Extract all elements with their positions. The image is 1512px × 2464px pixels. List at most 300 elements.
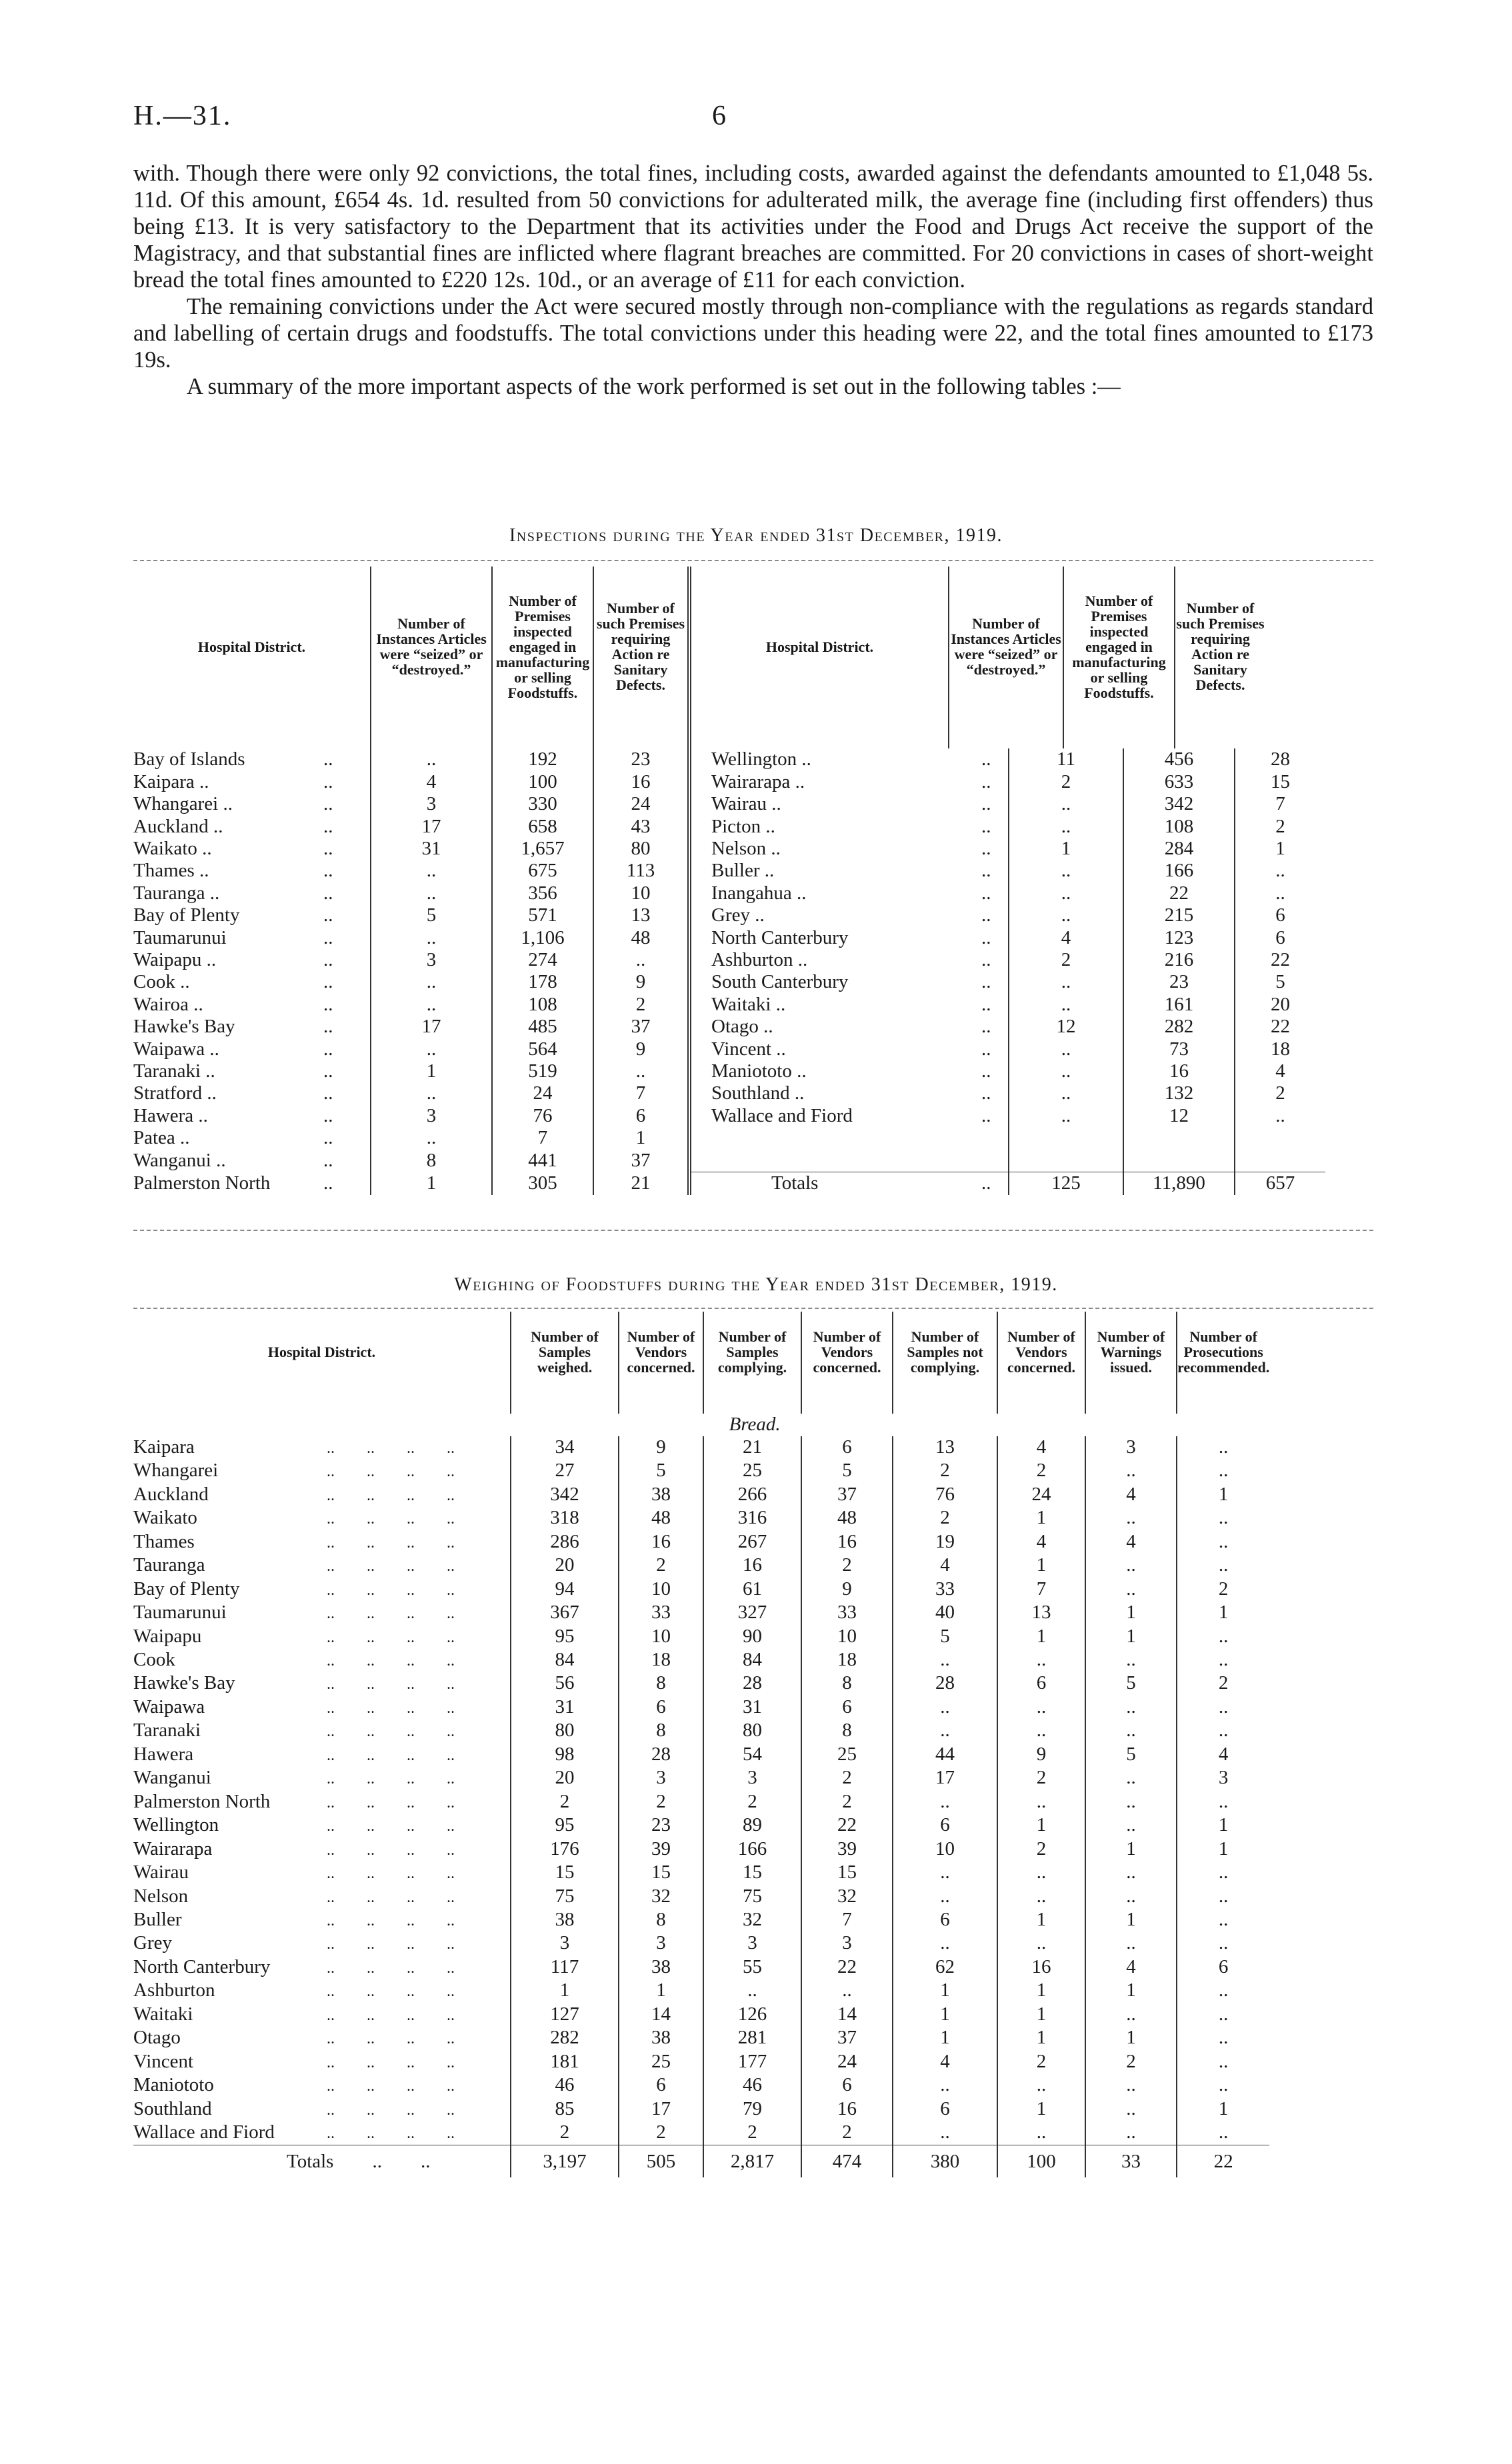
seized-value: 2: [1009, 771, 1123, 793]
district-label: Wairarapa: [133, 1838, 213, 1859]
leader-dots: .. .. .. ..: [327, 1935, 455, 1953]
seized-value: ..: [1009, 1038, 1123, 1060]
empty-cell: [1123, 1127, 1235, 1149]
seized-value: 1: [1009, 838, 1123, 860]
district-name: Whangarei ..: [133, 793, 233, 815]
value-cell: 94: [511, 1578, 619, 1602]
value-cell: 22: [801, 1956, 893, 1979]
action-value: 22: [1235, 1016, 1325, 1038]
value-cell: 3: [1177, 1767, 1269, 1790]
premises-value: 342: [1123, 793, 1235, 815]
col-c6: Number of Vendors concerned.: [997, 1312, 1085, 1392]
value-cell: 95: [511, 1814, 619, 1838]
table-row: [133, 1979, 1269, 2003]
district-name: Auckland ..: [133, 815, 223, 837]
value-cell: 27: [511, 1460, 619, 1483]
district-label: Ashburton: [133, 1979, 215, 2001]
value-cell: 327: [703, 1602, 801, 1625]
value-cell: 62: [893, 1956, 997, 1979]
table-row: [133, 793, 1325, 815]
district-name: Kaipara ..: [133, 770, 209, 792]
seized-value: 31: [371, 838, 492, 860]
value-cell: 85: [511, 2098, 619, 2121]
leader-dots: ..: [981, 793, 991, 815]
value-cell: 48: [619, 1507, 703, 1530]
value-cell: 28: [893, 1672, 997, 1696]
district-name: Wallace and Fiord: [689, 1105, 981, 1127]
district-name: [133, 1791, 511, 1814]
table-row: [133, 1720, 1269, 1743]
value-cell: 25: [703, 1460, 801, 1483]
district-name: [133, 1507, 511, 1530]
value-cell: 2: [511, 1791, 619, 1814]
value-cell: 1: [997, 2003, 1085, 2027]
value-cell: 39: [619, 1838, 703, 1861]
leader-dots: ..: [323, 793, 333, 815]
leader-dots: .. .. .. ..: [327, 1746, 455, 1764]
value-cell: 181: [511, 2051, 619, 2074]
page-number: 6: [712, 101, 726, 131]
value-cell: 3: [801, 1932, 893, 1955]
value-cell: ..: [1177, 1626, 1269, 1649]
leader-dots: ..: [981, 1038, 991, 1060]
action-value: ..: [1235, 1105, 1325, 1127]
value-cell: ..: [1177, 2027, 1269, 2050]
table-row: [133, 1150, 1325, 1172]
leader-dots: .. .. .. ..: [327, 1463, 455, 1481]
action-value: 2: [1235, 1082, 1325, 1104]
value-cell: 37: [801, 2027, 893, 2050]
value-cell: ..: [997, 2074, 1085, 2097]
value-cell: 9: [619, 1436, 703, 1460]
value-cell: ..: [997, 1696, 1085, 1720]
value-cell: 38: [619, 1484, 703, 1507]
total-cell: 33: [1085, 2145, 1177, 2178]
district-name: Waipawa ..: [133, 1038, 219, 1060]
table-row: [133, 1838, 1269, 1861]
action-value: 23: [593, 748, 689, 770]
premises-value: 178: [492, 971, 593, 993]
value-cell: 32: [619, 1885, 703, 1909]
premises-value: 1,106: [492, 927, 593, 949]
value-cell: 6: [893, 1814, 997, 1838]
table-row: [133, 2003, 1269, 2027]
district-name: [133, 1554, 511, 1578]
premises-value: 633: [1123, 771, 1235, 793]
value-cell: 14: [801, 2003, 893, 2027]
district-name: [133, 1531, 511, 1554]
leader-dots: ..: [323, 949, 333, 971]
table-row: [133, 2074, 1269, 2097]
value-cell: 8: [619, 1720, 703, 1743]
leader-dots: .. .. .. ..: [327, 1558, 455, 1576]
spacer: [619, 1392, 703, 1414]
value-cell: 25: [801, 1744, 893, 1767]
district-name: Otago ..: [689, 1016, 981, 1038]
district-label: Tauranga: [133, 1554, 205, 1576]
leader-dots: .. .. .. ..: [327, 1841, 455, 1859]
value-cell: ..: [1085, 2003, 1177, 2027]
seized-value: 17: [371, 816, 492, 838]
seized-value: 3: [371, 949, 492, 971]
seized-value: 3: [371, 793, 492, 815]
value-cell: 1: [997, 1979, 1085, 2003]
value-cell: 56: [511, 1672, 619, 1696]
district-name: North Canterbury: [689, 927, 981, 949]
leader-dots: ..: [323, 971, 333, 993]
value-cell: 166: [703, 1838, 801, 1861]
inspections-table: [133, 567, 1325, 1195]
action-value: 2: [1235, 816, 1325, 838]
district-name: South Canterbury: [689, 971, 981, 993]
action-value: 2: [593, 994, 689, 1016]
value-cell: ..: [1085, 1578, 1177, 1602]
table-row: [133, 2098, 1269, 2121]
district-name: [133, 2027, 511, 2050]
value-cell: 1: [1177, 1602, 1269, 1625]
leader-dots: ..: [323, 770, 333, 792]
district-name: Southland ..: [689, 1082, 981, 1104]
total-cell: 474: [801, 2145, 893, 2178]
leader-dots: ..: [323, 904, 333, 926]
leader-dots: ..: [323, 882, 333, 904]
district-name: [133, 2074, 511, 2097]
value-cell: 1: [997, 1554, 1085, 1578]
table-row: [133, 1672, 1269, 1696]
empty-cell: [1009, 1127, 1123, 1149]
value-cell: 28: [703, 1672, 801, 1696]
value-cell: ..: [893, 1791, 997, 1814]
value-cell: ..: [1085, 1460, 1177, 1483]
value-cell: 38: [511, 1909, 619, 1932]
leader-dots: .. .. .. ..: [327, 2030, 455, 2048]
value-cell: 6: [997, 1672, 1085, 1696]
value-cell: 6: [801, 1696, 893, 1720]
value-cell: 79: [703, 2098, 801, 2121]
value-cell: 8: [801, 1672, 893, 1696]
premises-value: 161: [1123, 994, 1235, 1016]
premises-value: 658: [492, 816, 593, 838]
value-cell: ..: [997, 1791, 1085, 1814]
district-name: Waipapu ..: [133, 949, 217, 971]
value-cell: 267: [703, 1531, 801, 1554]
action-value: 4: [1235, 1060, 1325, 1082]
seized-value: ..: [1009, 904, 1123, 926]
value-cell: 2: [997, 1838, 1085, 1861]
seized-value: 1: [371, 1060, 492, 1082]
district-name: [133, 1861, 511, 1885]
value-cell: ..: [893, 1720, 997, 1743]
district-name: [133, 1956, 511, 1979]
action-value: 37: [593, 1150, 689, 1172]
action-value: 48: [593, 927, 689, 949]
leader-dots: ..: [981, 882, 991, 904]
district-name: Grey ..: [689, 904, 981, 926]
value-cell: 76: [893, 1484, 997, 1507]
value-cell: 1: [1177, 1838, 1269, 1861]
district-name: [133, 2051, 511, 2074]
leader-dots: .. .. .. ..: [327, 2006, 455, 2024]
table-row: [133, 904, 1325, 926]
leader-dots: .. .. .. ..: [327, 2101, 455, 2119]
value-cell: 1: [1177, 1814, 1269, 1838]
value-cell: 1: [619, 1979, 703, 2003]
district-label: Hawke's Bay: [133, 1672, 235, 1694]
seized-value: 17: [371, 1016, 492, 1038]
value-cell: 1: [511, 1979, 619, 2003]
action-value: 6: [1235, 904, 1325, 926]
premises-value: 76: [492, 1105, 593, 1127]
seized-value: ..: [371, 1038, 492, 1060]
value-cell: ..: [1177, 1861, 1269, 1885]
seized-value: ..: [1009, 1105, 1123, 1127]
premises-value: 16: [1123, 1060, 1235, 1082]
premises-value: 305: [492, 1172, 593, 1195]
table-row: [133, 1649, 1269, 1672]
value-cell: ..: [1177, 1932, 1269, 1955]
value-cell: ..: [1177, 2121, 1269, 2145]
value-cell: 8: [619, 1672, 703, 1696]
seized-value: 4: [1009, 927, 1123, 949]
district-name: Vincent ..: [689, 1038, 981, 1060]
value-cell: 4: [997, 1436, 1085, 1460]
district-name: Thames ..: [133, 860, 209, 882]
value-cell: ..: [1177, 2051, 1269, 2074]
value-cell: ..: [1085, 2098, 1177, 2121]
value-cell: 46: [511, 2074, 619, 2097]
value-cell: ..: [801, 1979, 893, 2003]
value-cell: 80: [511, 1720, 619, 1743]
premises-value: 519: [492, 1060, 593, 1082]
value-cell: 10: [619, 1578, 703, 1602]
district-name: Bay of Islands: [133, 748, 245, 770]
leader-dots: ..: [323, 860, 333, 882]
value-cell: ..: [1085, 1885, 1177, 1909]
value-cell: 1: [1085, 1626, 1177, 1649]
col-district-right: Hospital District.: [689, 567, 949, 726]
district-label: Nelson: [133, 1885, 189, 1907]
table-row: [133, 1507, 1269, 1530]
value-cell: 1: [997, 1814, 1085, 1838]
value-cell: 18: [801, 1649, 893, 1672]
value-cell: 1: [997, 2027, 1085, 2050]
district-label: Taranaki: [133, 1720, 201, 1742]
value-cell: 37: [801, 1484, 893, 1507]
value-cell: ..: [1177, 1909, 1269, 1932]
district-name: Inangahua ..: [689, 882, 981, 904]
action-value: 1: [1235, 838, 1325, 860]
value-cell: 6: [1177, 1956, 1269, 1979]
value-cell: ..: [997, 1649, 1085, 1672]
premises-value: 485: [492, 1016, 593, 1038]
value-cell: 286: [511, 1531, 619, 1554]
value-cell: 5: [619, 1460, 703, 1483]
value-cell: 2: [619, 1791, 703, 1814]
value-cell: 4: [893, 2051, 997, 2074]
spacer: [703, 1392, 801, 1414]
empty-cell: [689, 1127, 981, 1149]
premises-value: 108: [492, 994, 593, 1016]
action-value: 7: [1235, 793, 1325, 815]
leader-dots: .. .. .. ..: [327, 1723, 455, 1741]
value-cell: 5: [1085, 1672, 1177, 1696]
col-seized-right: Number of Instances Articles were “seized” or “destroyed.”: [949, 567, 1063, 726]
premises-value: 456: [1123, 748, 1235, 770]
table-row: [133, 1105, 1325, 1127]
seized-value: 2: [1009, 949, 1123, 971]
district-name: Hawke's Bay: [133, 1016, 235, 1038]
seized-value: 11: [1009, 748, 1123, 770]
value-cell: 1: [1085, 1979, 1177, 2003]
col-district: Hospital District.: [197, 638, 306, 655]
value-cell: 2: [801, 1791, 893, 1814]
value-cell: 2: [997, 2051, 1085, 2074]
table-row: [133, 1932, 1269, 1955]
value-cell: 318: [511, 1507, 619, 1530]
value-cell: 80: [703, 1720, 801, 1743]
table-row: [133, 1885, 1269, 1909]
action-value: 13: [593, 904, 689, 926]
leader-dots: ..: [323, 1038, 333, 1060]
district-name: Ashburton ..: [689, 949, 981, 971]
seized-value: 8: [371, 1150, 492, 1172]
premises-value: 23: [1123, 971, 1235, 993]
value-cell: 16: [997, 1956, 1085, 1979]
col-premises: Number of Premises inspected engaged in manufacturing or selling Foodstuffs.: [492, 567, 593, 726]
leader-dots: .. .. .. ..: [327, 1888, 455, 1906]
district-name: [133, 1672, 511, 1696]
value-cell: 2: [1177, 1672, 1269, 1696]
value-cell: 2: [619, 1554, 703, 1578]
value-cell: 1: [1085, 1602, 1177, 1625]
value-cell: 2: [703, 1791, 801, 1814]
totals-row: [133, 2145, 1269, 2178]
premises-value: 675: [492, 860, 593, 882]
value-cell: ..: [1085, 2074, 1177, 2097]
value-cell: 1: [893, 1979, 997, 2003]
value-cell: 15: [511, 1861, 619, 1885]
table-row: [133, 1172, 1325, 1195]
value-cell: 5: [1085, 1744, 1177, 1767]
table-row: [133, 994, 1325, 1016]
district-label: Grey: [133, 1932, 172, 1954]
district-name: [133, 1932, 511, 1955]
value-cell: ..: [893, 1885, 997, 1909]
leader-dots: .. .. .. ..: [327, 1818, 455, 1836]
premises-value: 7: [492, 1127, 593, 1149]
spacer: [893, 1392, 997, 1414]
district-name: Taranaki ..: [133, 1060, 215, 1082]
district-label: Maniototo: [133, 2074, 214, 2096]
table-row: [133, 971, 1325, 993]
seized-value: 12: [1009, 1016, 1123, 1038]
total-cell: 505: [619, 2145, 703, 2178]
value-cell: 1: [893, 2027, 997, 2050]
table-row: [133, 1626, 1269, 1649]
value-cell: 98: [511, 1744, 619, 1767]
value-cell: 176: [511, 1838, 619, 1861]
value-cell: 75: [703, 1885, 801, 1909]
value-cell: 44: [893, 1744, 997, 1767]
value-cell: 4: [1177, 1744, 1269, 1767]
table-row: [133, 1127, 1325, 1149]
district-name: Taumarunui: [133, 926, 227, 948]
premises-value: 73: [1123, 1038, 1235, 1060]
value-cell: 266: [703, 1484, 801, 1507]
empty-cell: [981, 1127, 1009, 1149]
action-value: 24: [593, 793, 689, 815]
district-name: [133, 1720, 511, 1743]
table-row: [133, 1082, 1325, 1104]
seized-value: 4: [371, 771, 492, 793]
value-cell: ..: [1177, 1696, 1269, 1720]
value-cell: 21: [703, 1436, 801, 1460]
table-bottom-rule: [133, 1230, 1373, 1231]
value-cell: 40: [893, 1602, 997, 1625]
premises-value: 12: [1123, 1105, 1235, 1127]
value-cell: ..: [997, 1861, 1085, 1885]
premises-value: 22: [1123, 882, 1235, 904]
table-row: [133, 860, 1325, 882]
district-name: Patea ..: [133, 1127, 190, 1149]
premises-value: 1,657: [492, 838, 593, 860]
table-row: [133, 2051, 1269, 2074]
value-cell: 61: [703, 1578, 801, 1602]
seized-value: ..: [371, 1082, 492, 1104]
district-label: Buller: [133, 1908, 182, 1930]
district-name: Wellington ..: [689, 748, 981, 770]
value-cell: 75: [511, 1885, 619, 1909]
value-cell: 2: [801, 2121, 893, 2145]
value-cell: ..: [1177, 1885, 1269, 1909]
spacer: [1085, 1392, 1177, 1414]
premises-value: 571: [492, 904, 593, 926]
value-cell: 1: [1177, 1484, 1269, 1507]
value-cell: 9: [801, 1578, 893, 1602]
value-cell: 3: [511, 1932, 619, 1955]
leader-dots: ..: [323, 1082, 333, 1104]
district-name: [133, 1578, 511, 1602]
district-name: Wairau ..: [689, 793, 981, 815]
action-value: 37: [593, 1016, 689, 1038]
leader-dots: ..: [981, 815, 991, 837]
value-cell: 3: [1085, 1436, 1177, 1460]
table-row: [133, 2121, 1269, 2145]
value-cell: 281: [703, 2027, 801, 2050]
value-cell: ..: [1177, 1720, 1269, 1743]
action-value: ..: [1235, 860, 1325, 882]
weighing-table: [133, 1312, 1269, 2177]
leader-dots: ..: [981, 838, 991, 860]
value-cell: 25: [619, 2051, 703, 2074]
district-name: [133, 1744, 511, 1767]
seized-value: 1: [371, 1172, 492, 1195]
district-name: [133, 1602, 511, 1625]
table-row: [133, 1744, 1269, 1767]
value-cell: 38: [619, 2027, 703, 2050]
value-cell: 22: [801, 1814, 893, 1838]
value-cell: 2: [893, 1507, 997, 1530]
col-c7: Number of Warnings issued.: [1085, 1312, 1177, 1392]
table-row: [133, 1460, 1269, 1483]
table-row: [133, 748, 1325, 770]
value-cell: 17: [893, 1767, 997, 1790]
table-row: [133, 1602, 1269, 1625]
premises-value: 166: [1123, 860, 1235, 882]
value-cell: 4: [1085, 1956, 1177, 1979]
action-value: ..: [1235, 882, 1325, 904]
district-label: Cook: [133, 1648, 175, 1670]
